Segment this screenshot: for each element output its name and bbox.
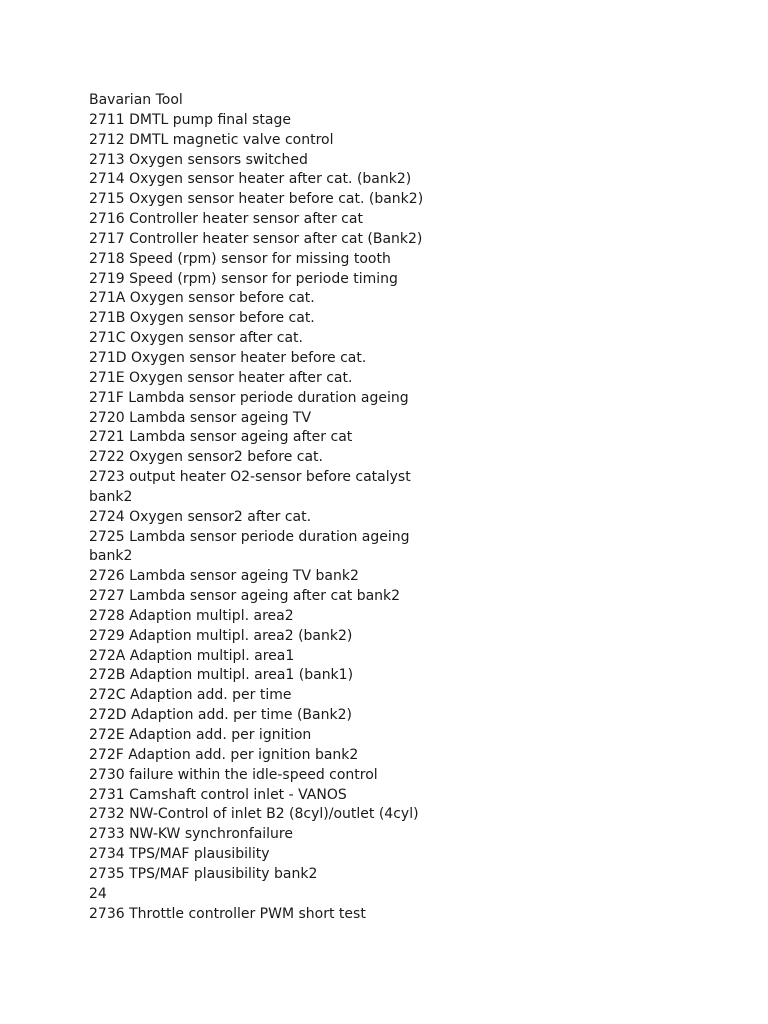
text-line: 2716 Controller heater sensor after cat: [89, 211, 363, 228]
text-line: 272F Adaption add. per ignition bank2: [89, 746, 359, 763]
text-line: 2713 Oxygen sensors switched: [89, 151, 308, 168]
page-number: 24: [89, 885, 107, 902]
text-line: 2718 Speed (rpm) sensor for missing tooth: [89, 250, 391, 267]
text-line: bank2: [89, 548, 133, 565]
text-line: 2732 NW-Control of inlet B2 (8cyl)/outlet (4cyl): [89, 806, 419, 823]
text-line: 2736 Throttle controller PWM short test: [89, 905, 366, 922]
text-line: 2725 Lambda sensor periode duration ageing: [89, 528, 410, 545]
text-line: 271F Lambda sensor periode duration ageing: [89, 389, 409, 406]
text-line: 272B Adaption multipl. area1 (bank1): [89, 667, 354, 684]
document-page: [89, 91, 729, 924]
text-line: 272E Adaption add. per ignition: [89, 727, 312, 743]
text-line: 2731 Camshaft control inlet - VANOS: [89, 786, 347, 803]
text-line: 2714 Oxygen sensor heater after cat. (bank2): [89, 171, 412, 188]
text-line: 271E Oxygen sensor heater after cat.: [89, 369, 353, 386]
text-line: 2729 Adaption multipl. area2 (bank2): [89, 627, 353, 644]
text-line: 2735 TPS/MAF plausibility bank2: [89, 865, 318, 882]
text-line: 271A Oxygen sensor before cat.: [89, 290, 315, 307]
text-line: 2722 Oxygen sensor2 before cat.: [89, 449, 323, 466]
text-line: 271B Oxygen sensor before cat.: [89, 310, 315, 327]
text-line: 2727 Lambda sensor ageing after cat bank2: [89, 588, 401, 605]
document-title: Bavarian Tool: [89, 92, 183, 108]
text-line: 2726 Lambda sensor ageing TV bank2: [89, 568, 359, 585]
text-line: 2720 Lambda sensor ageing TV: [89, 409, 312, 426]
text-line: 272D Adaption add. per time (Bank2): [89, 707, 352, 724]
text-line: bank2: [89, 488, 133, 505]
text-line: 2717 Controller heater sensor after cat (Bank2): [89, 230, 423, 247]
text-line: 2724 Oxygen sensor2 after cat.: [89, 508, 312, 525]
text-line: 2719 Speed (rpm) sensor for periode timing: [89, 270, 398, 287]
text-line: 2734 TPS/MAF plausibility: [89, 846, 270, 863]
text-line: 2711 DMTL pump final stage: [89, 111, 291, 128]
text-line: 2712 DMTL magnetic valve control: [89, 131, 334, 148]
text-line: 2721 Lambda sensor ageing after cat: [89, 429, 353, 446]
text-line: 2730 failure within the idle-speed control: [89, 766, 378, 783]
text-line: 271D Oxygen sensor heater before cat.: [89, 349, 367, 366]
text-line: 2715 Oxygen sensor heater before cat. (bank2): [89, 191, 424, 208]
text-line: 271C Oxygen sensor after cat.: [89, 330, 303, 347]
text-line: 272A Adaption multipl. area1: [89, 647, 295, 664]
text-line: 2728 Adaption multipl. area2: [89, 607, 294, 624]
text-line: 272C Adaption add. per time: [89, 687, 292, 704]
text-line: 2733 NW-KW synchronfailure: [89, 826, 293, 843]
text-line: 2723 output heater O2-sensor before catalyst: [89, 469, 411, 486]
